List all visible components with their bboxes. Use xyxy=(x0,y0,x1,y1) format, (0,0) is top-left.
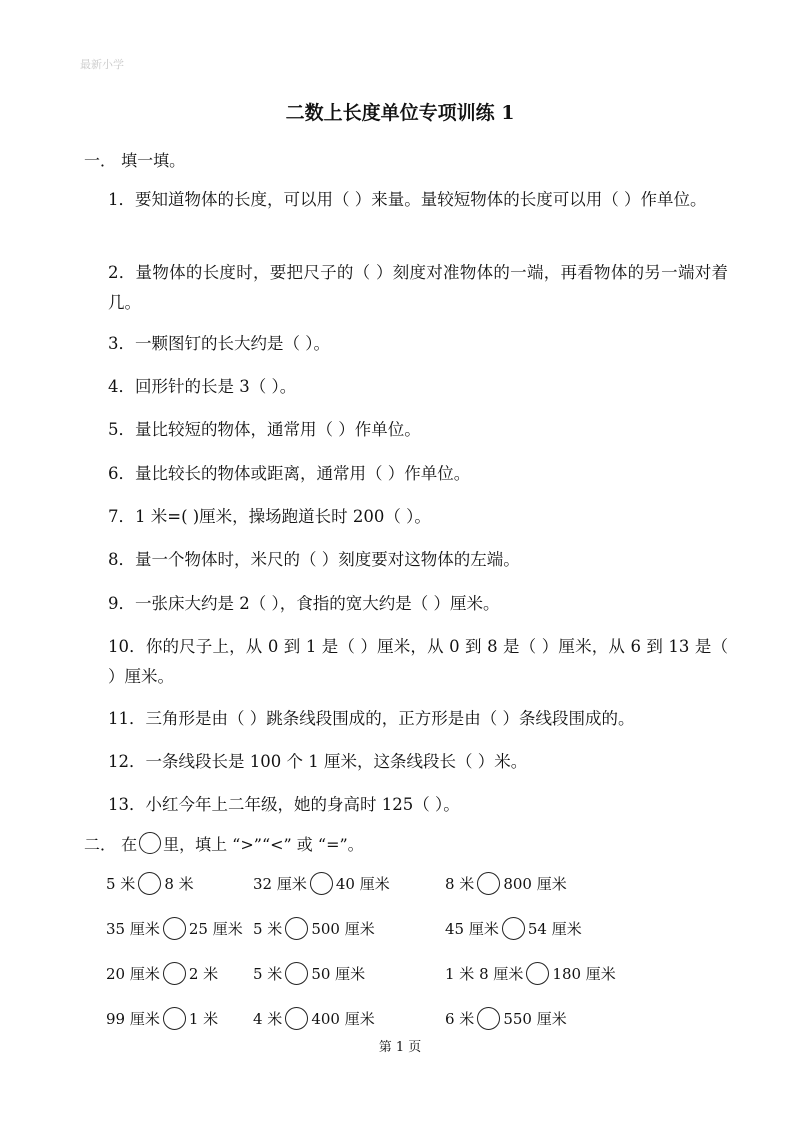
comparison-left: 99 厘米 xyxy=(106,1010,160,1028)
answer-circle[interactable] xyxy=(310,872,333,895)
question-8: 8．量一个物体时，米尺的（ ）刻度要对这物体的左端。 xyxy=(108,550,520,569)
question-9: 9．一张床大约是 2（ ），食指的宽大约是（ ）厘米。 xyxy=(108,594,500,613)
comparison-right: 50 厘米 xyxy=(311,965,366,983)
question-6: 6．量比较长的物体或距离，通常用（ ）作单位。 xyxy=(108,464,471,483)
comparison-item xyxy=(106,1007,218,1030)
comparison-right: 1 米 xyxy=(188,1010,219,1028)
question-11: 11．三角形是由（ ）跳条线段围成的，正方形是由（ ）条线段围成的。 xyxy=(108,709,635,728)
question-5: 5．量比较短的物体，通常用（ ）作单位。 xyxy=(108,420,421,439)
answer-circle[interactable] xyxy=(285,1007,308,1030)
comparison-right: 800 厘米 xyxy=(503,875,567,893)
answer-circle[interactable] xyxy=(163,917,186,940)
comparison-right: 400 厘米 xyxy=(311,1010,375,1028)
section-2-heading xyxy=(84,832,364,855)
section-1-heading: 一． 填一填。 xyxy=(84,151,186,170)
comparison-item xyxy=(106,917,243,940)
answer-circle[interactable] xyxy=(477,1007,500,1030)
question-7: 7．1 米=( )厘米，操场跑道长时 200（ ）。 xyxy=(108,507,431,526)
question-13: 13．小红今年上二年级，她的身高时 125（ ）。 xyxy=(108,795,460,814)
comparison-right: 40 厘米 xyxy=(335,875,390,893)
comparison-item xyxy=(253,872,390,895)
question-12: 12．一条线段长是 100 个 1 厘米，这条线段长（ ）米。 xyxy=(108,752,528,771)
answer-circle[interactable] xyxy=(163,962,186,985)
comparison-item xyxy=(445,917,582,940)
question-3: 3．一颗图钉的长大约是（ ）。 xyxy=(108,334,330,353)
section-2-suffix: 里，填上 “>”“<” 或 “=”。 xyxy=(163,835,364,854)
comparison-left: 45 厘米 xyxy=(445,920,499,938)
comparison-item xyxy=(445,1007,567,1030)
question-2: 2．量物体的长度时，要把尺子的（ ）刻度对准物体的一端，再看物体的另一端对着几。 xyxy=(108,263,728,312)
answer-circle[interactable] xyxy=(285,917,308,940)
comparison-right: 25 厘米 xyxy=(188,920,243,938)
answer-circle[interactable] xyxy=(502,917,525,940)
circle-icon xyxy=(139,832,161,854)
comparison-item xyxy=(106,962,218,985)
answer-circle[interactable] xyxy=(138,872,161,895)
comparison-item xyxy=(253,962,365,985)
comparison-left: 35 厘米 xyxy=(106,920,160,938)
question-4: 4．回形针的长是 3（ ）。 xyxy=(108,377,297,396)
answer-circle[interactable] xyxy=(477,872,500,895)
answer-circle[interactable] xyxy=(285,962,308,985)
comparison-left: 1 米 8 厘米 xyxy=(445,965,524,983)
comparison-item xyxy=(445,962,616,985)
comparison-right: 180 厘米 xyxy=(552,965,616,983)
comparison-left: 20 厘米 xyxy=(106,965,160,983)
comparison-item xyxy=(253,1007,375,1030)
comparison-left: 32 厘米 xyxy=(253,875,307,893)
answer-circle[interactable] xyxy=(526,962,549,985)
page-title: 二数上长度单位专项训练 1 xyxy=(285,102,515,124)
comparison-left: 5 米 xyxy=(253,920,283,938)
comparison-item xyxy=(106,872,194,895)
question-1: 1．要知道物体的长度，可以用（ ）来量。量较短物体的长度可以用（ ）作单位。 xyxy=(108,190,707,209)
comparison-left: 5 米 xyxy=(253,965,283,983)
section-2-prefix: 二． 在 xyxy=(84,835,138,854)
comparison-right: 54 厘米 xyxy=(527,920,582,938)
comparison-right: 550 厘米 xyxy=(503,1010,567,1028)
question-10: 10．你的尺子上，从 0 到 1 是（ ）厘米，从 0 到 8 是（ ）厘米，从 6 到 13 是（ ）厘米。 xyxy=(108,637,728,686)
answer-circle[interactable] xyxy=(163,1007,186,1030)
comparison-right: 2 米 xyxy=(188,965,219,983)
page-number: 第 1 页 xyxy=(378,1040,422,1055)
comparison-right: 8 米 xyxy=(164,875,194,893)
comparison-item xyxy=(253,917,375,940)
comparison-left: 8 米 xyxy=(445,875,475,893)
comparison-item xyxy=(445,872,567,895)
comparison-left: 4 米 xyxy=(253,1010,283,1028)
comparison-left: 6 米 xyxy=(445,1010,475,1028)
comparison-right: 500 厘米 xyxy=(311,920,375,938)
watermark: 最新小学 xyxy=(80,58,124,71)
comparison-left: 5 米 xyxy=(106,875,136,893)
